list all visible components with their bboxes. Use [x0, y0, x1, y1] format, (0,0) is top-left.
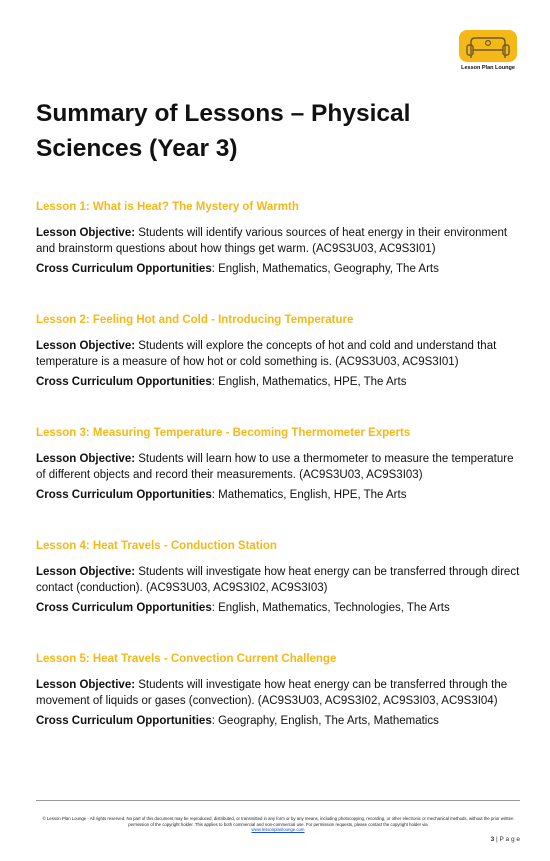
cross-label: Cross Curriculum Opportunities	[36, 715, 212, 727]
page-title: Summary of Lessons – Physical Sciences (Year 3)	[36, 100, 411, 162]
lesson-heading: Lesson 5: Heat Travels - Convection Current Challenge	[36, 653, 337, 665]
lesson-2	[36, 313, 526, 426]
cross-text: : Geography, English, The Arts, Mathematics	[211, 715, 439, 727]
objective-label: Lesson Objective:	[36, 340, 136, 352]
lesson-heading: Lesson 3: Measuring Temperature - Becoming Thermometer Experts	[36, 427, 411, 439]
cross-curriculum	[36, 713, 526, 729]
cross-label: Cross Curriculum Opportunities	[36, 489, 212, 501]
cross-text: : English, Mathematics, Technologies, The Arts	[211, 602, 450, 614]
website-link[interactable]: www.lessonplanlounge.com	[251, 827, 305, 833]
lesson-heading: Lesson 4: Heat Travels - Conduction Station	[36, 540, 277, 552]
objective-text: Students will investigate how heat energy can be transferred through direct contact (conduction). (AC9S3U03, AC9S3I02, AC9S3I03)	[36, 566, 520, 594]
cross-curriculum	[36, 261, 526, 277]
objective-label: Lesson Objective:	[36, 679, 136, 691]
cross-curriculum	[36, 600, 526, 616]
cross-text: : English, Mathematics, HPE, The Arts	[211, 376, 407, 388]
page-number-value: 3	[490, 836, 495, 843]
logo-text: Lesson Plan Lounge	[461, 65, 515, 71]
lesson-4	[36, 539, 526, 652]
cross-label: Cross Curriculum Opportunities	[36, 263, 212, 275]
lesson-3	[36, 426, 526, 539]
objective-text: Students will identify various sources of heat energy in their environment and brainstorm questions about how things get warm. (AC9S3U03, AC9S3I01)	[36, 227, 508, 255]
objective-text: Students will investigate how heat energy can be transferred through the movement of liquids or gases (convection). (AC9S3U03, AC9S3I02, AC9S3I03, AC9S3I04)	[36, 679, 508, 707]
cross-text: : Mathematics, English, HPE, The Arts	[211, 489, 407, 501]
objective-label: Lesson Objective:	[36, 227, 136, 239]
cross-label: Cross Curriculum Opportunities	[36, 376, 212, 388]
lesson-list	[36, 200, 526, 765]
objective-text: Students will explore the concepts of hot and cold and understand that temperature is a measure of how hot or cold something is. (AC9S3U03, AC9S3I01)	[36, 340, 497, 368]
lesson-objective	[36, 338, 526, 370]
lesson-objective	[36, 451, 526, 483]
cross-label: Cross Curriculum Opportunities	[36, 602, 212, 614]
objective-text: Students will learn how to use a thermometer to measure the temperature of different objects and record their measurements. (AC9S3U03, AC9S3I03)	[36, 453, 514, 481]
lesson-objective	[36, 225, 526, 257]
cross-curriculum	[36, 487, 526, 503]
objective-label: Lesson Objective:	[36, 566, 136, 578]
copyright-text: © Lesson Plan Lounge - All rights reserved. No part of this document may be reproduced, distributed, or transmitted in any form or by any means, including photocopying, recording, or other electronic or mechanical methods, without the prior written permission of the copyright holder. This applies to both commercial and non-commercial use. For permission requests, please contact the copyright holder via	[42, 816, 514, 827]
lesson-1	[36, 200, 526, 313]
cross-text: : English, Mathematics, Geography, The Arts	[211, 263, 439, 275]
page-number	[491, 836, 520, 843]
lesson-objective	[36, 677, 526, 709]
copyright-notice	[36, 816, 520, 833]
page-label: | P a g e	[494, 836, 520, 843]
lesson-heading: Lesson 2: Feeling Hot and Cold - Introducing Temperature	[36, 314, 354, 326]
footer	[36, 800, 520, 833]
objective-label: Lesson Objective:	[36, 453, 136, 465]
lesson-5	[36, 652, 526, 765]
lesson-objective	[36, 564, 526, 596]
cross-curriculum	[36, 374, 526, 390]
sofa-logo-icon	[457, 28, 519, 64]
lesson-heading: Lesson 1: What is Heat? The Mystery of Warmth	[36, 201, 299, 213]
logo	[455, 28, 521, 71]
